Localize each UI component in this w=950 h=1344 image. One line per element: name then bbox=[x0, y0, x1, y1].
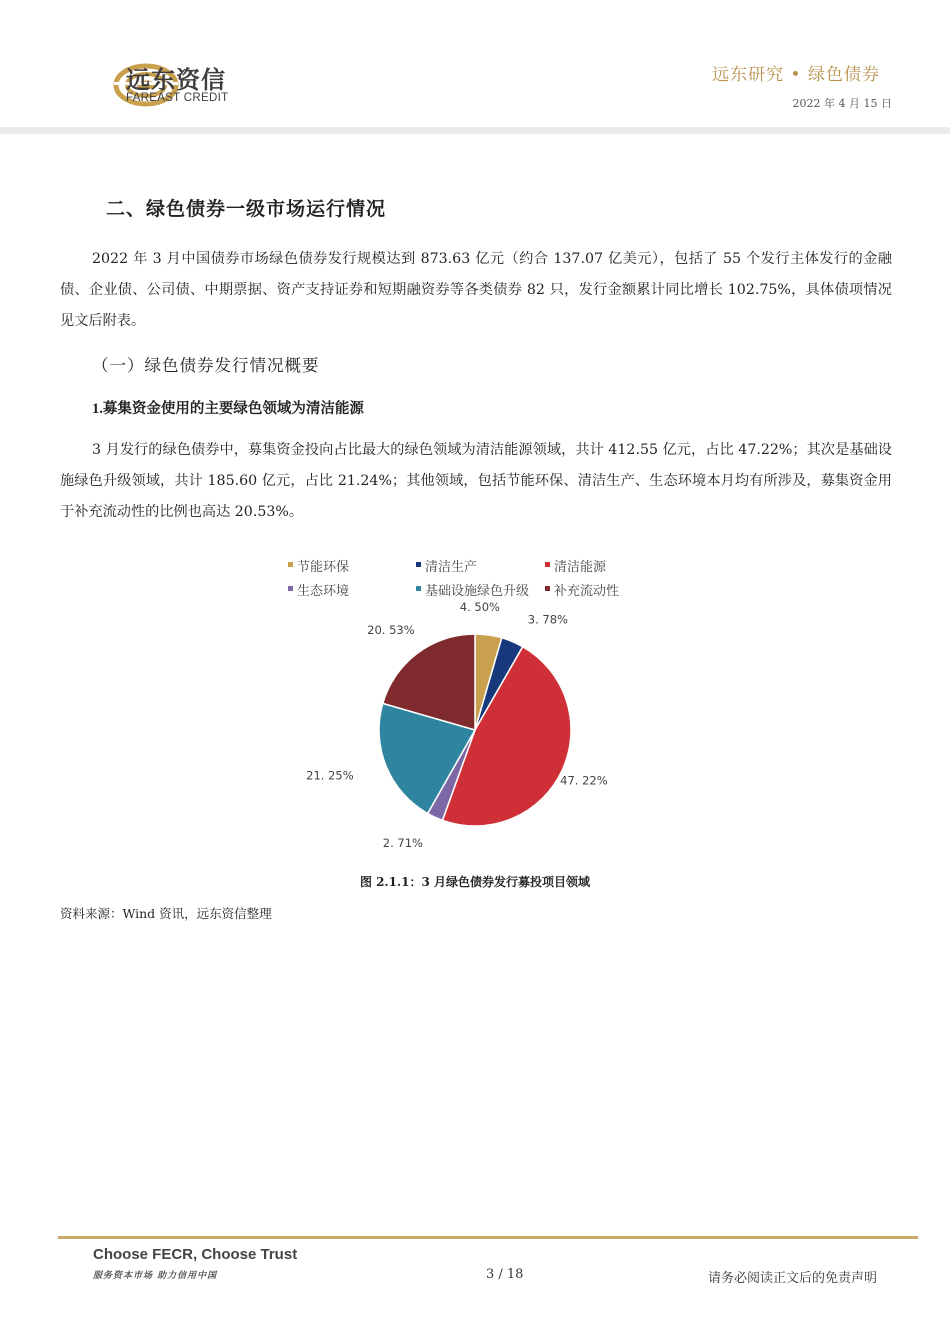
footer-divider bbox=[58, 1236, 918, 1239]
footer-slogan: Choose FECR, Choose Trust bbox=[93, 1246, 298, 1263]
subsection-heading: （一）绿色债券发行情况概要 bbox=[92, 356, 320, 375]
pie-label-2: 3. 78% bbox=[527, 612, 569, 627]
logo-english-name: FAREAST CREDIT bbox=[126, 92, 229, 104]
legend-label-6: 补充流动性 bbox=[554, 584, 620, 599]
chart-legend bbox=[288, 559, 619, 599]
page-number: 3 / 18 bbox=[486, 1267, 524, 1282]
caption-prefix: 图 bbox=[359, 875, 377, 889]
footer-sub-slogan: 服务资本市场 助力信用中国 bbox=[93, 1271, 218, 1281]
report-date: 2022 年 4 月 15 日 bbox=[792, 97, 892, 110]
figure-caption bbox=[0, 873, 950, 890]
paragraph-fund-use: 3 月发行的绿色债券中，募集资金投向占比最大的绿色领域为清洁能源领域，共计 412.55 亿元，占比 47.22%；其次是基础设施绿色升级领域，共计 185.60 亿元，占比 21.24%；其他领域，包括节能环保、清洁生产、生态环境本月均有所涉及，募集资金用于补充流动性的比例也高达 20.53%。 bbox=[60, 442, 892, 520]
disclaimer-notice: 请务必阅读正文后的免责声明 bbox=[707, 1271, 877, 1286]
legend-swatch-4 bbox=[288, 586, 293, 591]
data-source: 资料来源：Wind 资讯，远东资信整理 bbox=[60, 906, 272, 921]
legend-swatch-6 bbox=[545, 586, 550, 591]
legend-swatch-1 bbox=[288, 562, 293, 567]
pie-label-3: 47. 22% bbox=[560, 773, 608, 788]
caption-number: 2.1.1 bbox=[376, 875, 410, 889]
pie-label-5: 21. 25% bbox=[306, 768, 354, 783]
legend-label-3: 清洁能源 bbox=[554, 560, 607, 575]
header-divider bbox=[0, 127, 950, 134]
paragraph-market-overview: 2022 年 3 月中国债券市场绿色债券发行规模达到 873.63 亿元（约合 137.07 亿美元），包括了 55 个发行主体发行的金融债、企业债、公司债、中期票据、资产支持证券和短期融资券等各类债券 82 只，发行金额累计同比增长 102.75%，具体债项情况见文后附表。 bbox=[60, 251, 892, 329]
section-heading: 二、绿色债券一级市场运行情况 bbox=[106, 198, 387, 220]
green-bond-pie-chart bbox=[270, 552, 680, 852]
legend-label-1: 节能环保 bbox=[297, 560, 350, 575]
legend-swatch-5 bbox=[416, 586, 421, 591]
legend-label-4: 生态环境 bbox=[297, 584, 350, 599]
subsubsection-heading bbox=[92, 397, 364, 418]
subsubsection-title: 募集资金使用的主要绿色领域为清洁能源 bbox=[102, 401, 364, 417]
subsubsection-number: 1. bbox=[92, 401, 103, 417]
pie-label-6: 20. 53% bbox=[367, 623, 415, 638]
legend-label-2: 清洁生产 bbox=[425, 560, 478, 575]
legend-label-5: 基础设施绿色升级 bbox=[425, 584, 530, 599]
legend-swatch-3 bbox=[545, 562, 550, 567]
logo-chinese-name: 远东资信 bbox=[126, 66, 226, 94]
pie-label-4: 2. 71% bbox=[382, 836, 424, 850]
pie-slices bbox=[379, 634, 571, 826]
caption-text: ：3 月绿色债券发行募投项目领域 bbox=[409, 875, 591, 889]
legend-swatch-2 bbox=[416, 562, 421, 567]
report-series: 远东研究 • 绿色债券 bbox=[712, 65, 880, 85]
pie-label-1: 4. 50% bbox=[459, 600, 501, 615]
